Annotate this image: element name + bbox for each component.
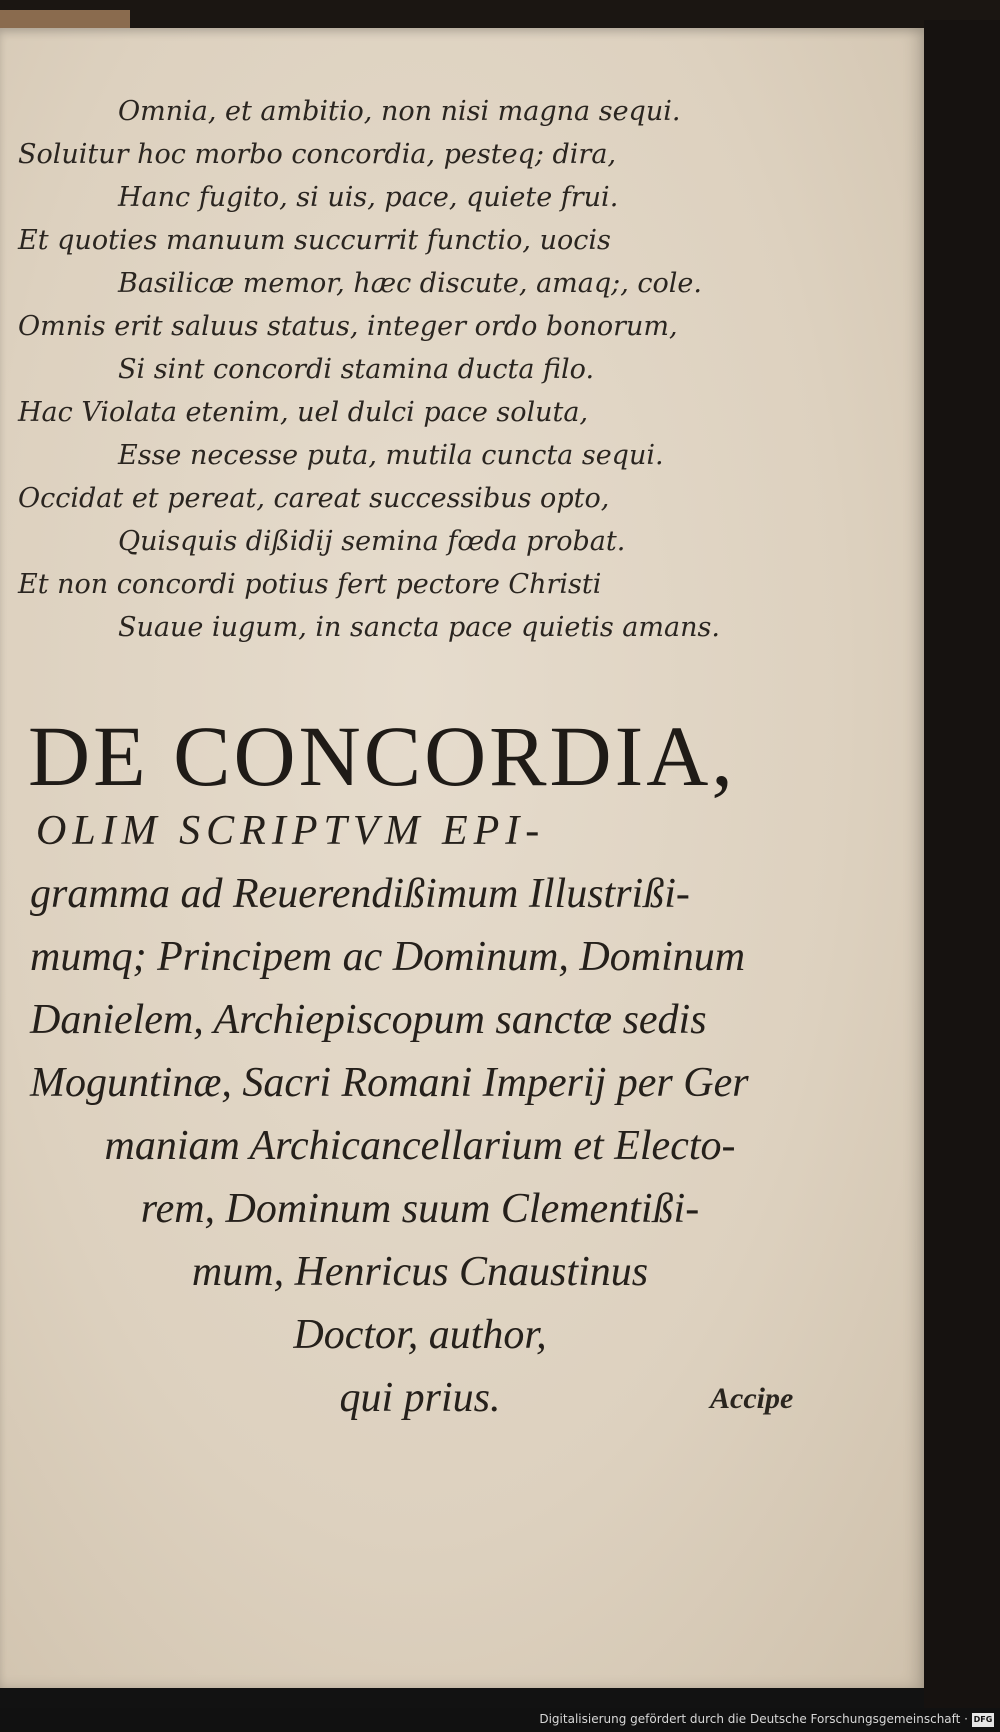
dedication-line: Moguntinæ, Sacri Romani Imperij per Ger <box>30 1060 749 1106</box>
dedication-line: maniam Archicancellarium et Electo- <box>104 1123 736 1169</box>
verse-line: Et non concordi potius fert pectore Christi <box>18 569 602 600</box>
verse-line: Esse necesse puta, mutila cuncta sequi. <box>118 440 664 471</box>
verse-line: Si sint concordi stamina ducta filo. <box>118 354 595 385</box>
dedication-line: rem, Dominum suum Clementißi- <box>140 1186 700 1232</box>
dfg-logo: DFG <box>972 1713 994 1727</box>
verse-line: Soluitur hoc morbo concordia, pesteq; dira, <box>18 139 617 170</box>
funding-notice: Digitalisierung gefördert durch die Deutsche Forschungsgemeinschaft · <box>539 1712 968 1726</box>
digitization-footer <box>0 1708 1000 1732</box>
verse-line: Hanc fugito, si uis, pace, quiete frui. <box>118 182 619 213</box>
top-scan-edge <box>0 0 1000 30</box>
verse-line: Quisquis dißidij semina fœda probat. <box>118 526 626 557</box>
verse-line: Et quoties manuum succurrit functio, uocis <box>18 225 611 256</box>
verse-line: Occidat et pereat, careat successibus opto, <box>18 483 610 514</box>
catchword: Accipe <box>710 1382 794 1415</box>
verse-line: Suaue iugum, in sancta pace quietis amans. <box>118 612 720 643</box>
verse-block <box>0 90 924 649</box>
section-heading: DE CONCORDIA, <box>28 708 736 804</box>
verse-line: Omnia, et ambitio, non nisi magna sequi. <box>118 96 681 127</box>
dedication-line: mumq; Principem ac Dominum, Dominum <box>30 934 746 980</box>
verse-line: Omnis erit saluus status, integer ordo bonorum, <box>18 311 678 342</box>
dedication-line: OLIM SCRIPTVM EPI- <box>36 808 546 854</box>
verse-line: Hac Violata etenim, uel dulci pace soluta, <box>18 397 589 428</box>
dedication-line: Danielem, Archiepiscopum sanctæ sedis <box>30 997 707 1043</box>
dedication-line: mum, Henricus Cnaustinus <box>191 1249 649 1295</box>
dedication-line: gramma ad Reuerendißimum Illustrißi- <box>30 871 690 917</box>
dedication-line: Doctor, author, <box>293 1312 547 1358</box>
dedication-block <box>30 800 810 1430</box>
dedication-line: qui prius. <box>339 1375 501 1421</box>
verse-line: Basilicæ memor, hæc discute, amaq;, cole. <box>118 268 702 299</box>
scan-background-right <box>924 20 1000 1720</box>
